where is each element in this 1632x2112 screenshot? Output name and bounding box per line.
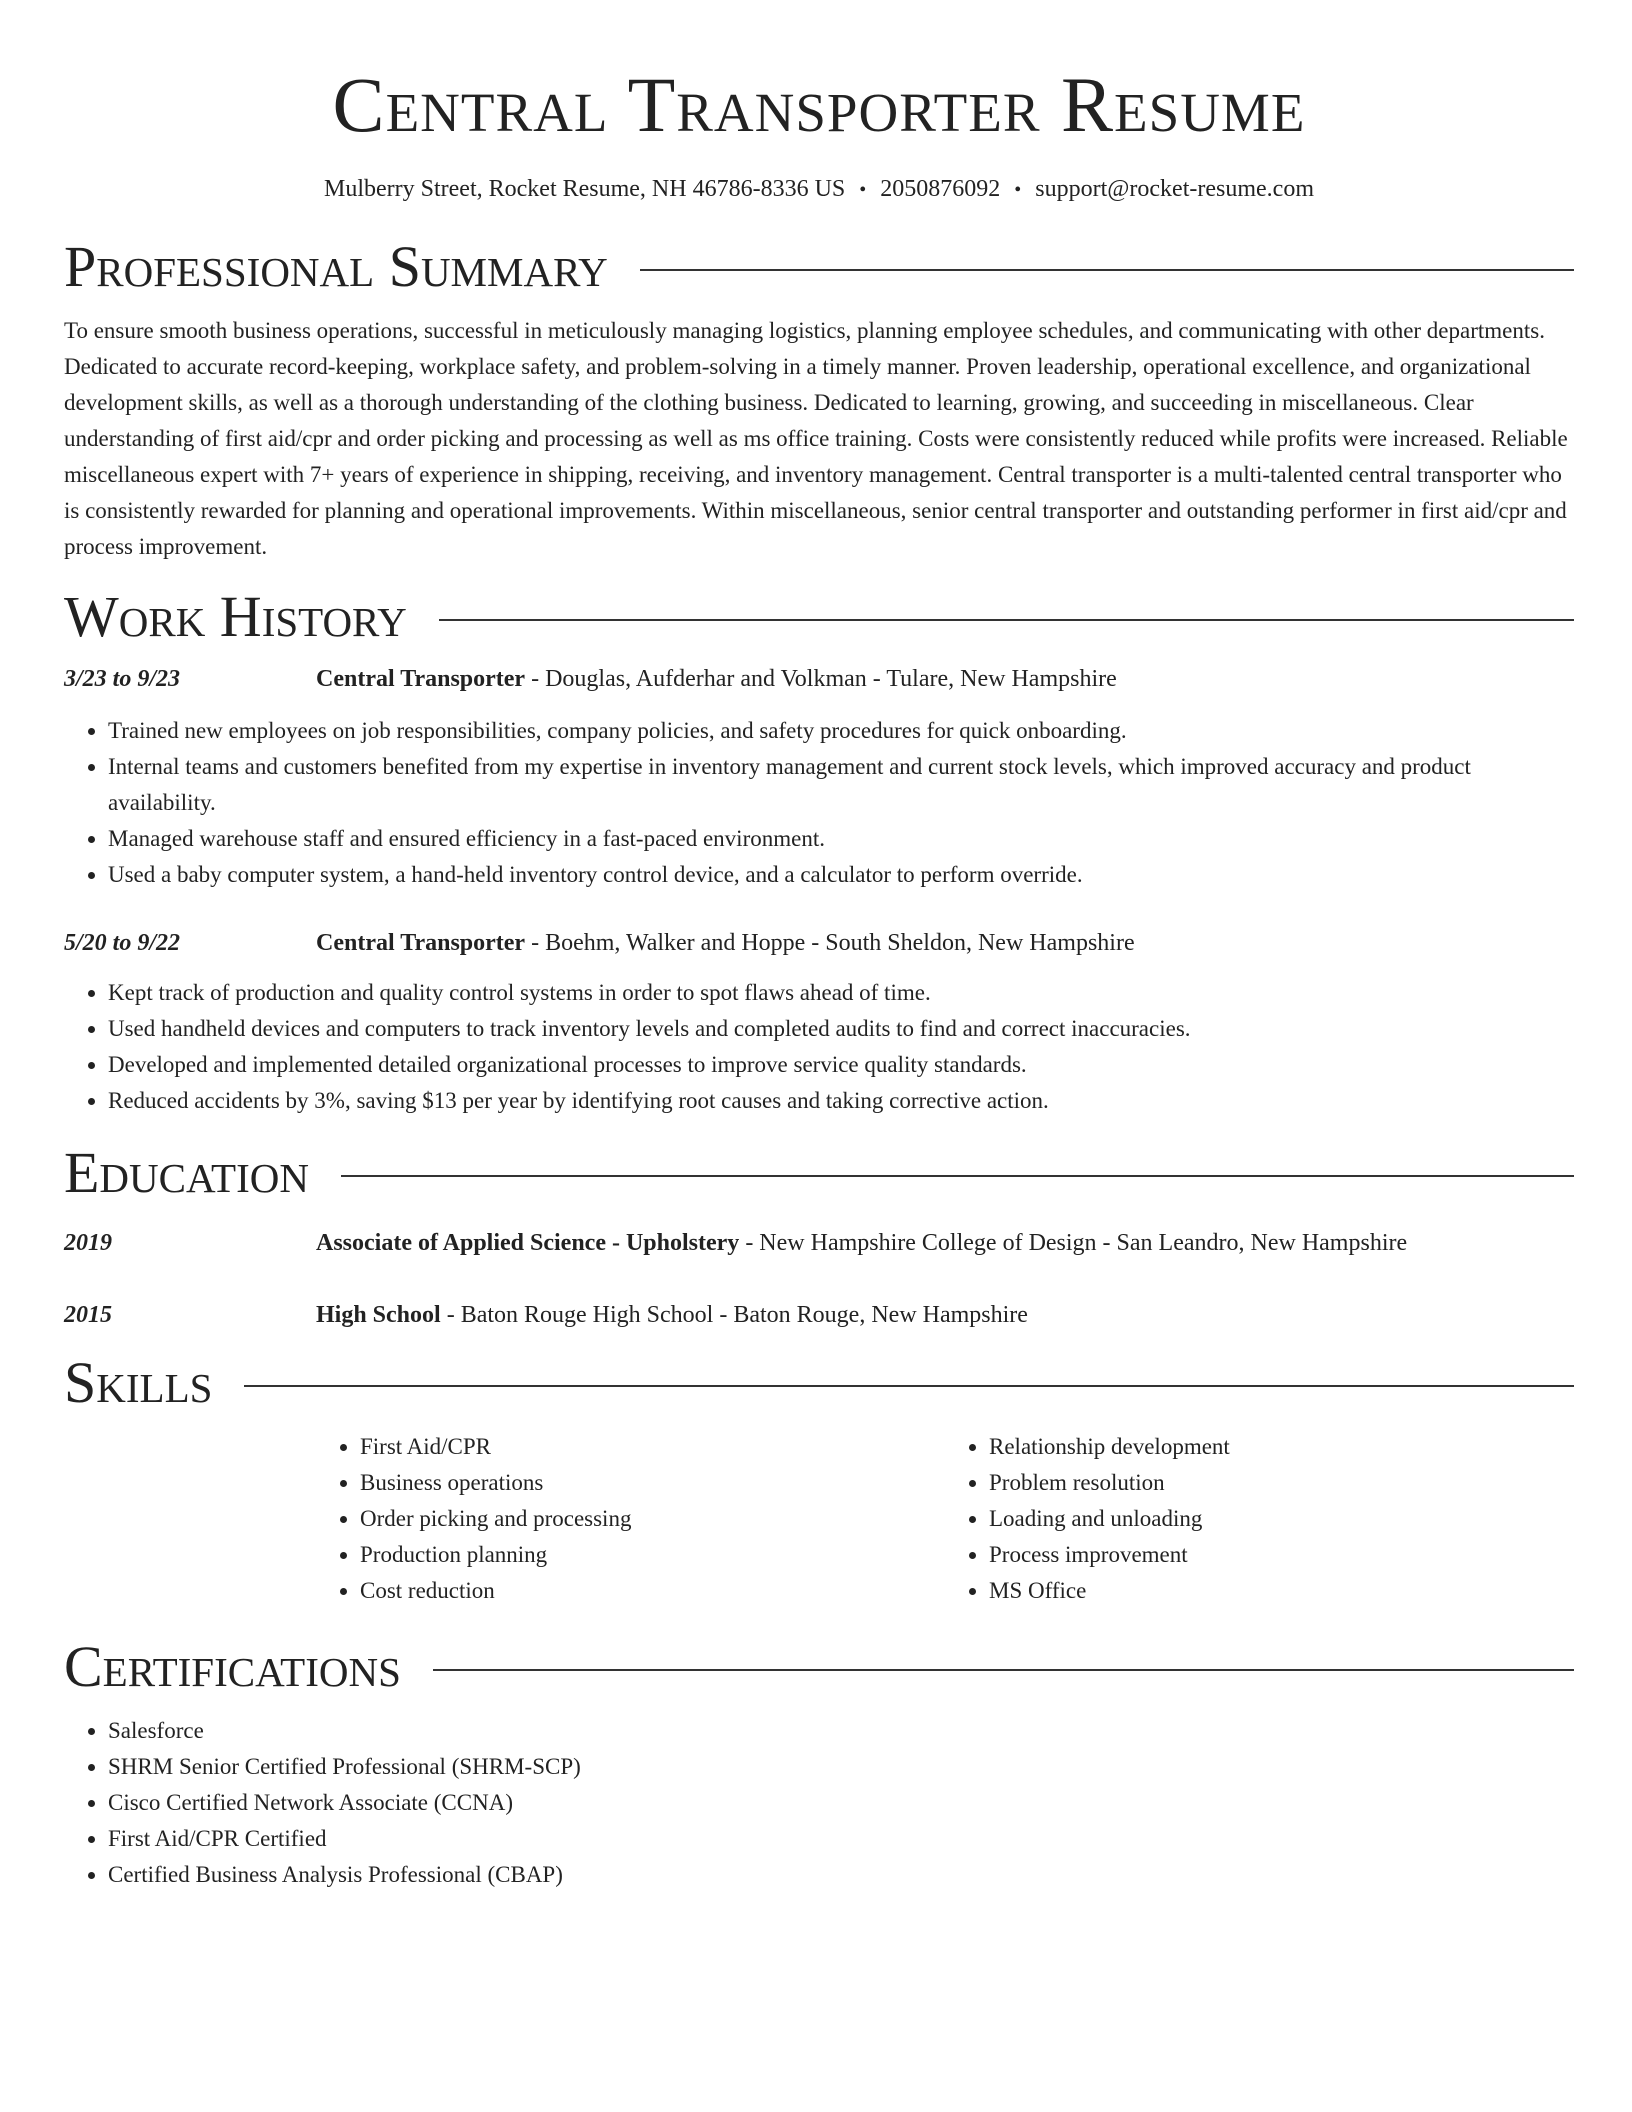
skills-column-right — [945, 1429, 1574, 1609]
skill-item: • Business operations — [360, 1465, 945, 1501]
education-year: 2015 — [64, 1302, 112, 1328]
section-title-summary: Professional Summary — [64, 234, 608, 299]
section-header-certifications — [64, 1635, 1574, 1699]
job-dates: 5/20 to 9/22 — [64, 930, 181, 956]
summary-text: To ensure smooth business operations, successful in meticulously managing logistics, planning employee schedules, and communicating with other departments. Dedicated to accurate record-keeping, workplace safety, and problem-solving in a timely manner. Proven leadership, operational excellence, and organizational development skills, as well as a thorough understanding of the clothing business. Dedicated to learning, growing, and succeeding in miscellaneous. Clear understanding of first aid/cpr and order picking and processing as well as ms office training. Costs were consistently reduced while profits were increased. Reliable miscellaneous expert with 7+ years of experience in shipping, receiving, and inventory management. Central transporter is a multi-talented central transporter who is consistently rewarded for planning and operational improvements. Within miscellaneous, senior central transporter and outstanding performer in first aid/cpr and process improvement. — [64, 318, 1568, 559]
skill-item: • Loading and unloading — [989, 1501, 1574, 1537]
section-header-skills — [64, 1351, 1574, 1415]
education-entry — [64, 1299, 1574, 1331]
section-divider — [640, 269, 1574, 271]
skill-item: • MS Office — [989, 1573, 1574, 1609]
job-bullets — [64, 713, 1574, 893]
contact-email: support@rocket-resume.com — [1035, 176, 1314, 202]
list-item: • Reduced accidents by 3%, saving $13 per year by identifying root causes and taking corrective action. — [108, 1083, 1574, 1119]
contact-address: Mulberry Street, Rocket Resume, NH 46786-8336 US — [324, 176, 846, 202]
section-divider — [433, 1669, 1574, 1671]
education-year: 2019 — [64, 1230, 112, 1256]
section-title-work-history: Work History — [64, 584, 407, 649]
education-details: - New Hampshire College of Design - San Leandro, New Hampshire — [739, 1230, 1408, 1256]
job-role: Central Transporter — [316, 666, 526, 692]
skill-item: • Relationship development — [989, 1429, 1574, 1465]
education-entry — [64, 1227, 1574, 1259]
skill-item: • Production planning — [360, 1537, 945, 1573]
certification-item: • Certified Business Analysis Professional (CBAP) — [108, 1857, 1574, 1893]
contact-phone: 2050876092 — [880, 176, 1001, 202]
job-role: Central Transporter — [316, 930, 526, 956]
list-item: • Kept track of production and quality control systems in order to spot flaws ahead of time. — [108, 975, 1574, 1011]
education-title-line — [316, 1299, 1028, 1331]
education-degree: Associate of Applied Science - Upholstery — [316, 1230, 740, 1256]
skill-item: • Problem resolution — [989, 1465, 1574, 1501]
certification-item: • Salesforce — [108, 1713, 1574, 1749]
section-title-education: Education — [64, 1140, 309, 1205]
resume-title: Central Transporter Resume — [332, 61, 1306, 148]
job-details: - Boehm, Walker and Hoppe - South Sheldon, New Hampshire — [525, 930, 1135, 956]
certification-item: • Cisco Certified Network Associate (CCNA) — [108, 1785, 1574, 1821]
certifications-list — [64, 1713, 1574, 1893]
certification-item: • SHRM Senior Certified Professional (SHRM-SCP) — [108, 1749, 1574, 1785]
section-header-work-history — [64, 585, 1574, 649]
job-dates: 3/23 to 9/23 — [64, 666, 181, 692]
list-item: • Used handheld devices and computers to track inventory levels and completed audits to find and correct inaccuracies. — [108, 1011, 1574, 1047]
job-title-line — [316, 927, 1135, 959]
skills-list — [316, 1429, 1574, 1609]
contact-line — [64, 174, 1574, 205]
contact-separator: • — [859, 179, 867, 201]
list-item: • Internal teams and customers benefited from my expertise in inventory management and current stock levels, which improved accuracy and product availability. — [108, 749, 1574, 821]
education-title-line — [316, 1227, 1407, 1259]
job-entry — [64, 927, 1574, 1119]
education-degree: High School — [316, 1302, 441, 1328]
skill-item: • First Aid/CPR — [360, 1429, 945, 1465]
list-item: • Used a baby computer system, a hand-held inventory control device, and a calculator to perform override. — [108, 857, 1574, 893]
job-title-line — [316, 663, 1117, 695]
education-details: - Baton Rouge High School - Baton Rouge, New Hampshire — [440, 1302, 1028, 1328]
list-item: • Managed warehouse staff and ensured efficiency in a fast-paced environment. — [108, 821, 1574, 857]
section-divider — [244, 1385, 1574, 1387]
skills-column-left — [316, 1429, 945, 1609]
section-title-certifications: Certifications — [64, 1634, 401, 1699]
skill-item: • Order picking and processing — [360, 1501, 945, 1537]
contact-separator: • — [1014, 179, 1022, 201]
section-title-skills: Skills — [64, 1350, 213, 1415]
job-bullets — [64, 975, 1574, 1119]
resume-page — [64, 0, 1574, 1893]
section-divider — [439, 619, 1574, 621]
list-item: • Trained new employees on job responsibilities, company policies, and safety procedures for quick onboarding. — [108, 713, 1574, 749]
section-header-summary — [64, 235, 1574, 299]
list-item: • Developed and implemented detailed organizational processes to improve service quality standards. — [108, 1047, 1574, 1083]
certification-item: • First Aid/CPR Certified — [108, 1821, 1574, 1857]
job-details: - Douglas, Aufderhar and Volkman - Tulare, New Hampshire — [525, 666, 1117, 692]
section-divider — [341, 1175, 1574, 1177]
section-header-education — [64, 1141, 1574, 1205]
skill-item: • Process improvement — [989, 1537, 1574, 1573]
skill-item: • Cost reduction — [360, 1573, 945, 1609]
job-entry — [64, 663, 1574, 893]
